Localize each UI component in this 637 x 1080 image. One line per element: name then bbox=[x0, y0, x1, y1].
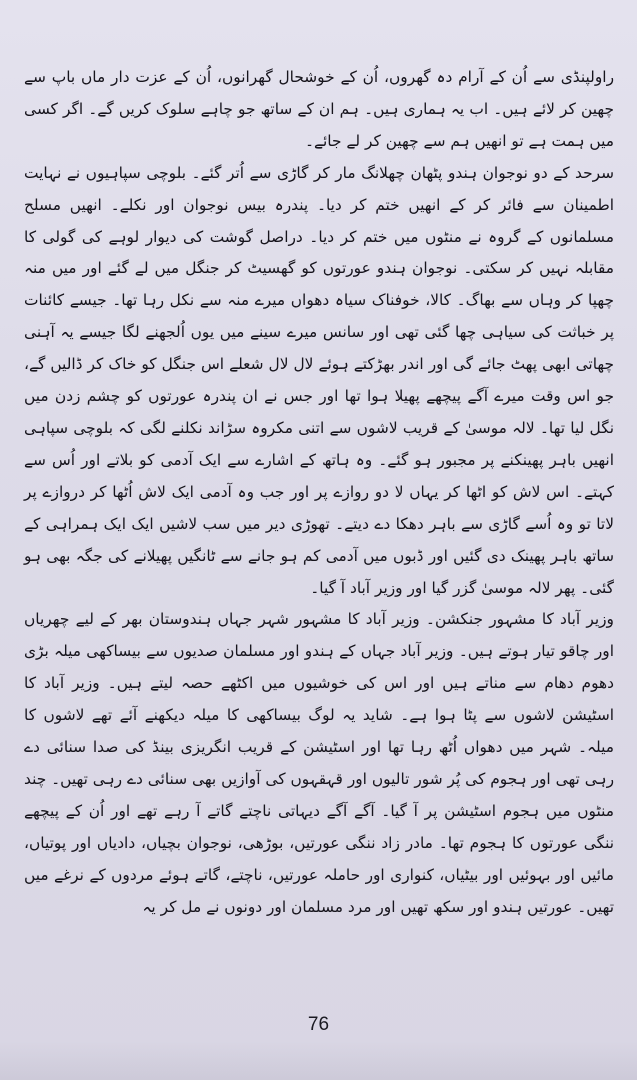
page-text bbox=[24, 62, 614, 923]
page-shadow bbox=[0, 1040, 637, 1080]
paragraph-2: سرحد کے دو نوجوان ہندو پٹھان چھلانگ مار کر گاڑی سے اُتر گئے۔ بلوچی سپاہیوں نے نہایت اطمینان سے فائر کر کے انھیں ختم کر دیا۔ پندرہ بیس نوجوان اور نکلے۔ انھیں مسلح مسلمانوں کے گروہ نے منٹوں میں ختم کر دیا۔ دراصل گوشت کی دیوار لوہے کی گولی کا مقابلہ نہیں کر سکتی۔ نوجوان ہندو عورتوں کو گھسیٹ کر جنگل میں لے گئے اور میں منہ چھپا کر وہاں سے بھاگ۔ کالا، خوفناک سیاہ دھواں میرے منہ سے نکل رہا تھا۔ جیسے کائنات پر خباثت کی سیاہی چھا گئی تھی اور سانس میرے سینے میں یوں اُلجھنے لگا جیسے یہ آہنی چھاتی ابھی پھٹ جائے گی اور اندر بھڑکتے ہوئے لال لال شعلے اس جنگل کو خاک کر ڈالیں گے، جو اس وقت میرے آگے پیچھے پھیلا ہوا تھا اور جس نے ان پندرہ عورتوں کو چشم زدن میں نگل لیا تھا۔ لالہ موسیٰ کے قریب لاشوں سے اتنی مکروہ سڑاند نکلنے لگی کہ بلوچی سپاہی انھیں باہر پھینکنے پر مجبور ہو گئے۔ وہ ہاتھ کے اشارے سے ایک آدمی کو بلاتے اور اُس سے کہتے۔ اس لاش کو اٹھا کر یہاں لا دو روازے پر اور جب وہ آدمی ایک لاش اُٹھا کر دروازے پر لاتا تو وہ اُسے گاڑی سے باہر دھکا دے دیتے۔ تھوڑی دیر میں سب لاشیں ایک ایک ہمراہی کے ساتھ باہر پھینک دی گئیں اور ڈبوں میں آدمی کم ہو جانے سے ٹانگیں پھیلانے کی جگہ بھی ہو گئی۔ پھر لالہ موسیٰ گزر گیا اور وزیر آباد آ گیا۔ bbox=[24, 163, 614, 597]
paragraph-1: راولپنڈی سے اُن کے آرام دہ گھروں، اُن کے خوشحال گھرانوں، اُن کے عزت دار ماں باپ سے چھین کر لائے ہیں۔ اب یہ ہماری ہیں۔ ہم ان کے ساتھ جو چاہے سلوک کریں گے۔ اگر کسی میں ہمت ہے تو انھیں ہم سے چھین کر لے جائے۔ bbox=[24, 68, 614, 150]
paragraph-3: وزیر آباد کا مشہور جنکشن۔ وزیر آباد کا مشہور شہر جہاں ہندوستان بھر کے لیے چھریاں اور چاقو تیار ہوتے ہیں۔ وزیر آباد جہاں کے ہندو اور مسلمان صدیوں سے بیساکھی میلہ بڑی دھوم دھام سے مناتے ہیں اور اس کی خوشیوں میں اکٹھے حصہ لیتے ہیں۔ وزیر آباد کا اسٹیشن لاشوں سے پٹا ہوا ہے۔ شاید یہ لوگ بیساکھی کا میلہ دیکھنے آئے تھے لاشوں کا میلہ۔ شہر میں دھواں اُٹھ رہا تھا اور اسٹیشن کے قریب انگریزی بینڈ کی صدا سنائی دے رہی تھی اور ہجوم کی پُر شور تالیوں اور قہقہوں کی آوازیں بھی سنائی دے رہی تھیں۔ چند منٹوں میں ہجوم اسٹیشن پر آ گیا۔ آگے آگے دیہاتی ناچتے گاتے آ رہے تھے اور اُن کے پیچھے ننگی عورتوں کا ہجوم تھا۔ مادر زاد ننگی عورتیں، بوڑھی، نوجوان بچیاں، دادیاں اور پوتیاں، مائیں اور بہوئیں اور بیٹیاں، کنواری اور حاملہ عورتیں، ناچتے، گاتے ہوئے مردوں کے نرغے میں تھیں۔ عورتیں ہندو اور سکھ تھیں اور مرد مسلمان اور دونوں نے مل کر یہ bbox=[24, 610, 614, 916]
page-number: 76 bbox=[307, 1014, 330, 1035]
